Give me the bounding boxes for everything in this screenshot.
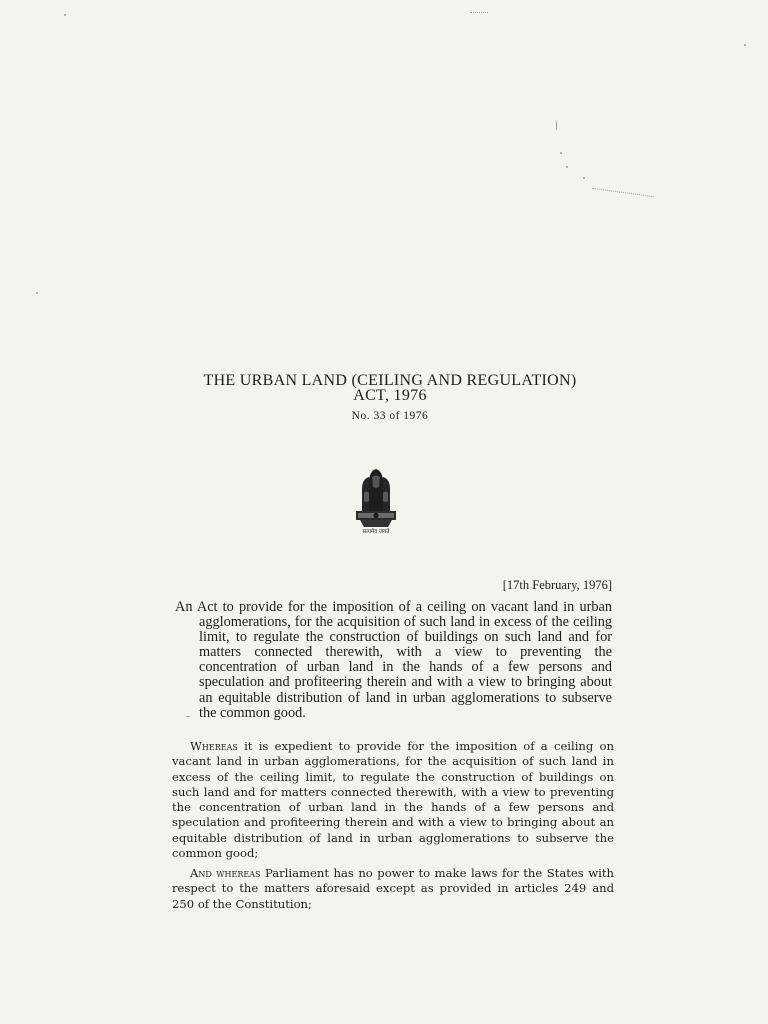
preamble-lead-and-whereas: And whereas: [190, 866, 261, 880]
scan-speck: [744, 44, 746, 46]
scan-smudge: [470, 12, 488, 13]
act-title: THE URBAN LAND (CEILING AND REGULATION): [203, 372, 577, 389]
long-title: An Act to provide for the imposition of a ceiling on vacant land in urban agglomerations, for the acquisition of such land in excess of the ceiling limit, to regulate the construction of buildings on such land and for matters connected therewith, with a view to preventing the concentration of urban land in the hands of a few persons and speculation and profiteering therein and with a view to bringing about an equitable distribution of land in urban agglomerations to subserve the common good.: [175, 599, 612, 721]
preamble-text-whereas: it is expedient to provide for the imposition of a ceiling on vacant land in urban agglomerations, for the acquisition of such land in excess of the ceiling limit, to regulate the construction of buildings on such land and for matters connected therewith, with a view to preventing the concentration of urban land in the hands of a few persons and speculation and profiteering therein and with a view to bringing about an equitable distribution of land in urban agglomerations to subserve the common good;: [172, 739, 614, 861]
preamble-paragraph-whereas: [172, 739, 614, 861]
state-emblem-icon: [348, 465, 404, 543]
scan-speck: [556, 120, 557, 130]
scan-speck: [36, 292, 38, 294]
act-number: No. 33 of 1976: [351, 410, 429, 422]
preamble-paragraph-and-whereas: [172, 866, 614, 912]
scan-smudge: [592, 188, 654, 198]
act-title-year: ACT, 1976: [353, 387, 427, 404]
scan-speck: [583, 177, 585, 179]
preamble-text-and-whereas: Parliament has no power to make laws for the States with respect to the matters aforesaid except as provided in articles 249 and 250 of the Constitution;: [172, 866, 614, 911]
scan-speck: [64, 14, 66, 16]
scan-speck: [566, 166, 568, 168]
preamble-lead-whereas: Whereas: [190, 739, 238, 753]
emblem-caption: सत्यमेव जयते: [362, 529, 390, 535]
scan-speck: [560, 152, 562, 154]
enactment-date: [17th February, 1976]: [502, 578, 612, 592]
